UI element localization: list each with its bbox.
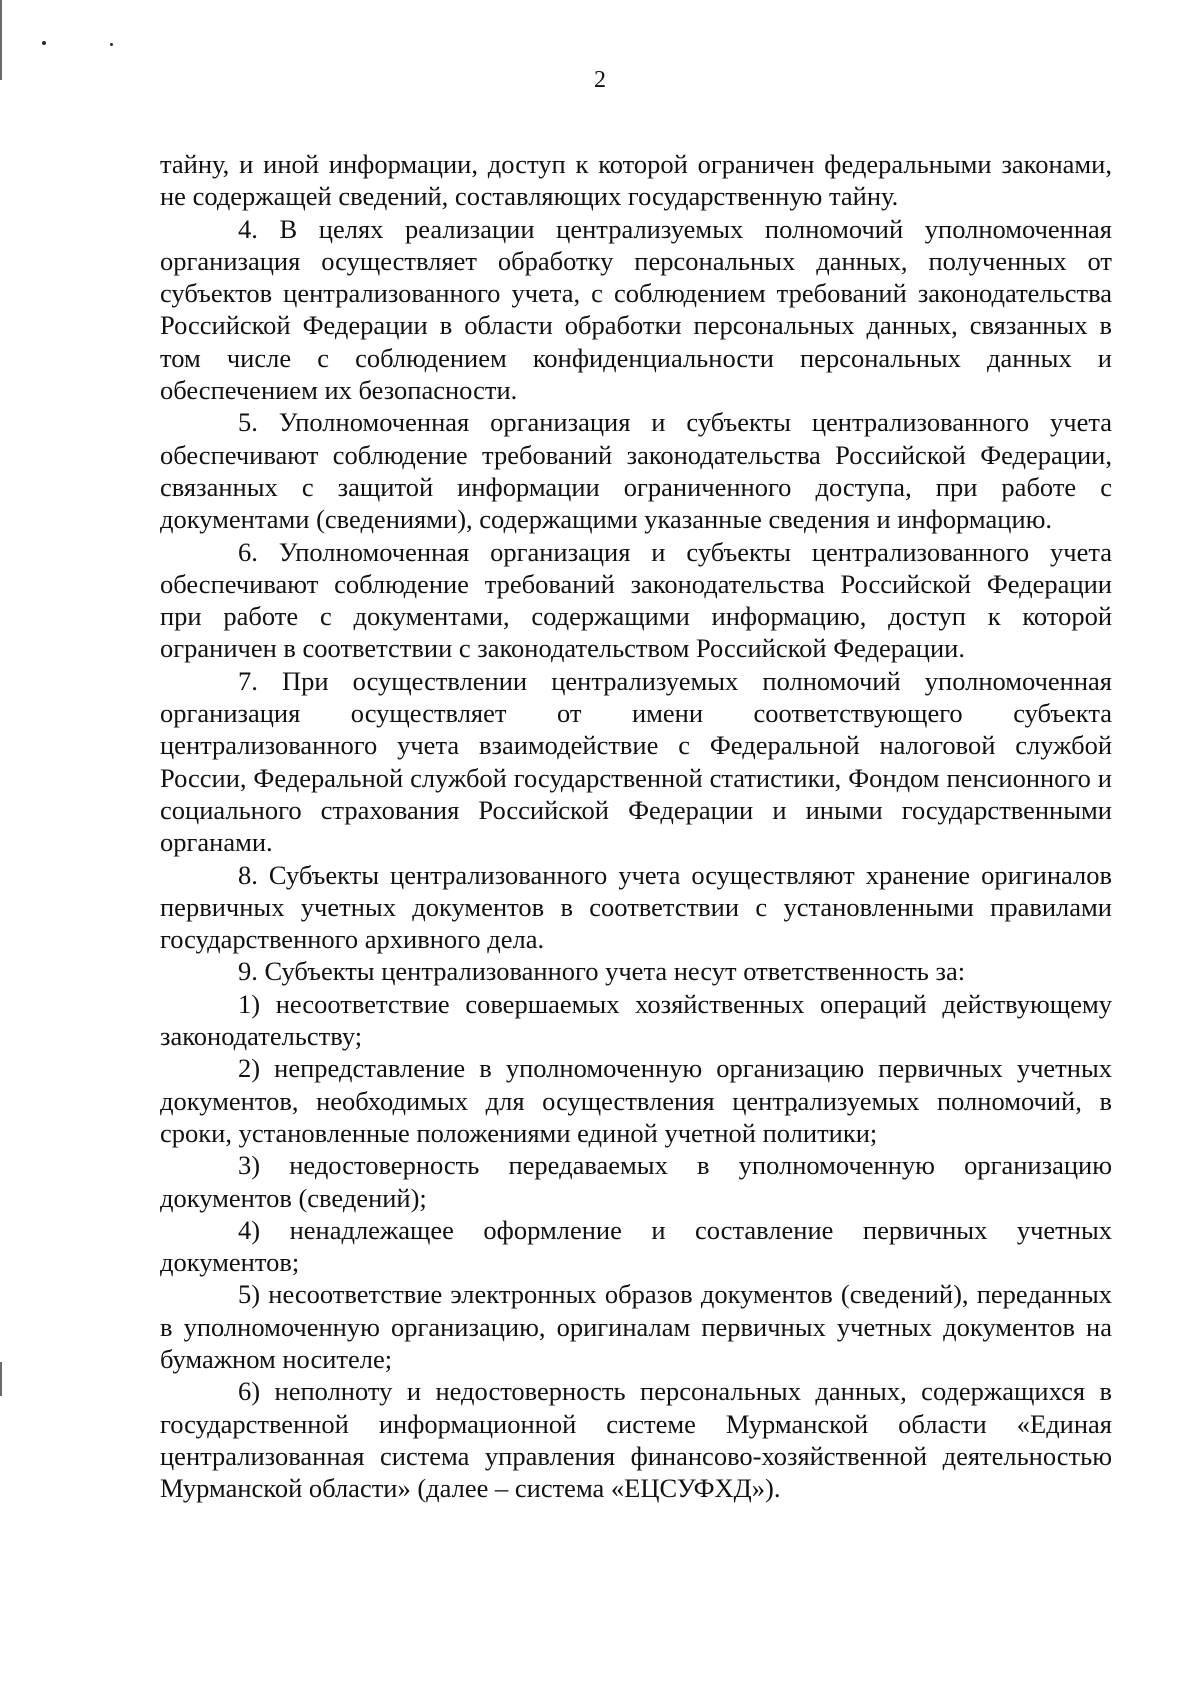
subitem-6: 6) неполноту и недостоверность персональных данных, содержащихся в государственной информационной системе Мурманской области «Единая централизованная система управления финансово-хозяйственной деятельностью Мурманской области» (далее – система «ЕЦСУФХД»). (160, 1376, 1112, 1504)
paragraph-item-8: 8. Субъекты централизованного учета осуществляют хранение оригиналов первичных учетных документов в соответствии с установленными правилами государственного архивного дела. (160, 859, 1112, 955)
paragraph-item-6: 6. Уполномоченная организация и субъекты централизованного учета обеспечивают соблюдение требований законодательства Российской Федерации при работе с документами, содержащими информацию, доступ к которой ограничен в соответствии с законодательством Российской Федерации. (160, 536, 1112, 664)
subitem-5: 5) несоответствие электронных образов документов (сведений), переданных в уполномоченную организацию, оригиналам первичных учетных документов на бумажном носителе; (160, 1279, 1112, 1374)
paragraph-item-4: 4. В целях реализации централизуемых полномочий уполномоченная организация осуществляет обработку персональных данных, полученных от субъектов централизованного учета, с соблюдением требований законодательства Российской Федерации в области обработки персональных данных, связанных в том числе с соблюдением конфиденциальности персональных данных и обеспечением их безопасности. (160, 213, 1112, 406)
scan-speck (110, 43, 113, 46)
scan-edge-mark (0, 1362, 2, 1396)
paragraph-item-9: 9. Субъекты централизованного учета несут ответственность за: (238, 956, 966, 987)
paragraph-item-7: 7. При осуществлении централизуемых полномочий уполномоченная организация осуществляет от имени соответствующего субъекта централизованного учета взаимодействие с Федеральной налоговой службой России, Федеральной службой государственной статистики, Фондом пенсионного и социального страхования Российской Федерации и иными государственными органами. (160, 665, 1112, 858)
scan-speck (42, 41, 46, 45)
subitem-2: 2) непредставление в уполномоченную организацию первичных учетных документов, необходимых для осуществления централизуемых полномочий, в сроки, установленные положениями единой учетной политики; (160, 1053, 1112, 1148)
document-body (160, 148, 1112, 1504)
page-number: 2 (594, 67, 606, 93)
subitem-3: 3) недостоверность передаваемых в уполномоченную организацию документов (сведений); (160, 1150, 1112, 1213)
subitem-4: 4) ненадлежащее оформление и составление первичных учетных документов; (160, 1214, 1112, 1278)
subitem-1: 1) несоответствие совершаемых хозяйственных операций действующему законодательству; (160, 988, 1112, 1052)
paragraph-continuation: тайну, и иной информации, доступ к которой ограничен федеральными законами, не содержащей сведений, составляющих государственную тайну. (160, 149, 1112, 212)
paragraph-item-5: 5. Уполномоченная организация и субъекты централизованного учета обеспечивают соблюдение требований законодательства Российской Федерации, связанных с защитой информации ограниченного доступа, при работе с документами (сведениями), содержащими указанные сведения и информацию. (160, 407, 1112, 535)
